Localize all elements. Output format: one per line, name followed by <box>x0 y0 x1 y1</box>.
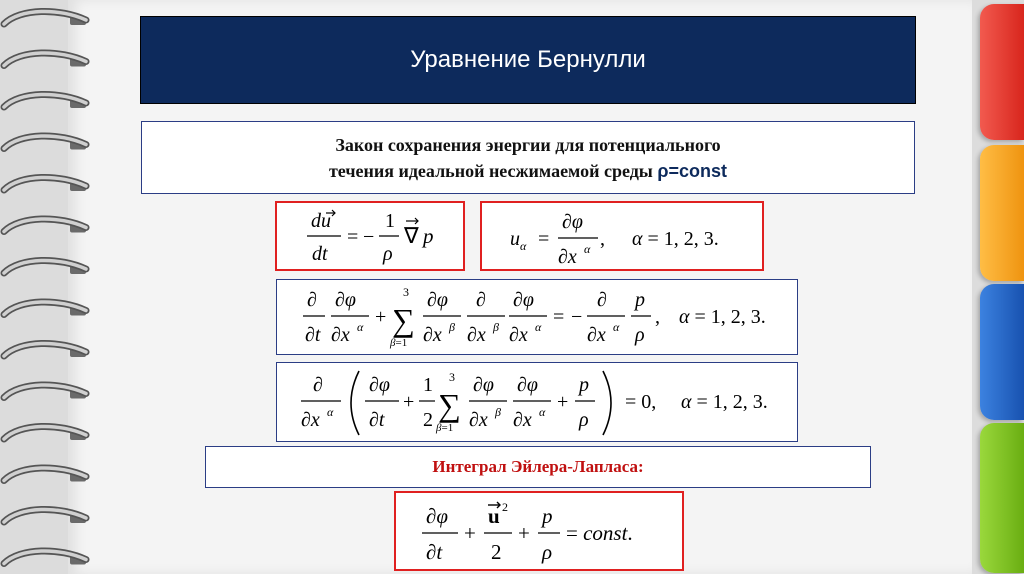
formula-gradient-box <box>276 362 798 442</box>
tab-green[interactable] <box>980 423 1024 573</box>
spiral-ring <box>4 343 86 357</box>
spiral-ring <box>4 426 86 440</box>
svg-text:∂x: ∂x <box>469 409 488 431</box>
svg-text:du: du <box>311 210 331 232</box>
svg-text:∂: ∂ <box>313 374 323 396</box>
law-line-1: Закон сохранения энергии для потенциального <box>335 135 721 155</box>
svg-text:,: , <box>655 306 660 328</box>
tab-orange[interactable] <box>980 145 1024 281</box>
svg-text:+: + <box>518 521 530 545</box>
svg-text:∑: ∑ <box>392 302 415 338</box>
svg-text:∂x: ∂x <box>558 246 577 268</box>
formula-gradient <box>277 363 799 443</box>
svg-text:∂φ: ∂φ <box>473 374 494 396</box>
svg-text:∂φ: ∂φ <box>369 374 390 396</box>
formula-potential-box <box>480 201 764 271</box>
svg-text:p: p <box>423 224 434 248</box>
svg-text:∂φ: ∂φ <box>517 374 538 396</box>
svg-text:β=1: β=1 <box>390 337 408 349</box>
svg-text:∂t: ∂t <box>426 540 443 564</box>
svg-text:∂t: ∂t <box>369 409 385 431</box>
svg-text:3: 3 <box>449 370 455 384</box>
svg-text:α: α <box>535 320 542 334</box>
svg-text:2: 2 <box>423 409 433 431</box>
svg-text:= 0,: = 0, <box>625 391 657 413</box>
formula-bernoulli <box>396 493 686 573</box>
spiral-ring <box>4 302 86 316</box>
svg-text:+: + <box>557 391 569 413</box>
svg-text:∇: ∇ <box>404 223 419 248</box>
integral-heading: Интеграл Эйлера-Лапласа: <box>432 457 644 476</box>
svg-text:p: p <box>542 504 553 528</box>
page-title: Уравнение Бернулли <box>410 46 646 73</box>
svg-text:−: − <box>363 226 375 248</box>
svg-text:α: α <box>520 239 527 253</box>
formula-potential <box>482 203 766 273</box>
svg-text:∂: ∂ <box>597 289 607 311</box>
formula-bernoulli-box <box>394 491 684 571</box>
svg-text:+: + <box>464 521 476 545</box>
svg-text:∂: ∂ <box>307 289 317 311</box>
svg-text:α: α <box>584 242 591 256</box>
svg-text:p: p <box>579 374 589 396</box>
svg-text:∂φ: ∂φ <box>562 211 583 233</box>
formula-momentum <box>277 280 799 356</box>
svg-text:∂x: ∂x <box>331 324 350 346</box>
svg-text:β=1: β=1 <box>436 422 454 434</box>
svg-text:∂φ: ∂φ <box>426 504 449 528</box>
integral-heading-box <box>205 446 871 488</box>
svg-text:α = 1, 2, 3.: α = 1, 2, 3. <box>632 228 719 250</box>
svg-text:2: 2 <box>502 500 508 514</box>
title-bar <box>140 16 916 104</box>
svg-text:=: = <box>347 226 359 248</box>
svg-text:=: = <box>553 306 565 328</box>
law-line-2-text: течения идеальной несжимаемой среды <box>328 161 653 181</box>
svg-text:∂x: ∂x <box>423 324 442 346</box>
svg-text:∑: ∑ <box>438 387 461 423</box>
spiral-ring <box>4 53 86 67</box>
svg-text:α: α <box>357 320 364 334</box>
svg-text:∂t: ∂t <box>305 324 321 346</box>
tab-red[interactable] <box>980 4 1024 140</box>
svg-text:∂: ∂ <box>476 289 486 311</box>
svg-text:u: u <box>488 504 500 528</box>
svg-text:ρ: ρ <box>579 409 589 431</box>
law-rho: ρ=const <box>657 161 728 181</box>
formula-euler-box <box>275 201 465 271</box>
svg-text:1: 1 <box>423 374 433 396</box>
spiral-ring <box>4 509 86 523</box>
svg-text:2: 2 <box>491 540 502 564</box>
svg-text:∂φ: ∂φ <box>427 289 448 311</box>
formula-euler <box>277 203 467 273</box>
svg-text:ρ: ρ <box>383 243 393 265</box>
formula-momentum-box <box>276 279 798 355</box>
svg-text:∂x: ∂x <box>587 324 606 346</box>
spiral-ring <box>4 94 86 108</box>
spiral-ring <box>4 385 86 399</box>
svg-text:β: β <box>449 320 455 334</box>
svg-text:3: 3 <box>403 285 409 299</box>
svg-text:u: u <box>510 228 520 250</box>
tab-blue[interactable] <box>980 284 1024 420</box>
svg-text:ρ: ρ <box>542 540 553 564</box>
svg-text:∂x: ∂x <box>467 324 486 346</box>
svg-text:α = 1, 2, 3.: α = 1, 2, 3. <box>681 391 768 413</box>
svg-text:α: α <box>613 320 620 334</box>
law-box <box>141 121 915 194</box>
svg-text:β: β <box>493 320 499 334</box>
spiral-ring <box>4 219 86 233</box>
svg-text:=: = <box>538 228 550 250</box>
svg-text:= const.: = const. <box>566 521 633 545</box>
law-line-2 <box>142 158 914 184</box>
svg-text:ρ: ρ <box>635 324 645 346</box>
svg-text:β: β <box>495 405 501 419</box>
svg-text:,: , <box>600 228 605 250</box>
svg-text:+: + <box>403 391 415 413</box>
svg-text:α = 1, 2, 3.: α = 1, 2, 3. <box>679 306 766 328</box>
svg-text:−: − <box>571 306 583 328</box>
svg-text:α: α <box>539 405 546 419</box>
svg-text:1: 1 <box>385 210 395 232</box>
svg-text:+: + <box>375 306 387 328</box>
svg-text:∂x: ∂x <box>509 324 528 346</box>
spiral-ring <box>4 260 86 274</box>
svg-text:dt: dt <box>312 243 328 265</box>
svg-text:∂φ: ∂φ <box>513 289 534 311</box>
svg-text:∂x: ∂x <box>513 409 532 431</box>
spiral-binding <box>0 0 90 574</box>
spiral-ring <box>4 468 86 482</box>
svg-text:α: α <box>327 405 334 419</box>
svg-text:∂x: ∂x <box>301 409 320 431</box>
spiral-ring <box>4 551 86 565</box>
svg-text:p: p <box>635 289 645 311</box>
spiral-ring <box>4 11 86 25</box>
spiral-ring <box>4 136 86 150</box>
spiral-ring <box>4 177 86 191</box>
svg-text:∂φ: ∂φ <box>335 289 356 311</box>
